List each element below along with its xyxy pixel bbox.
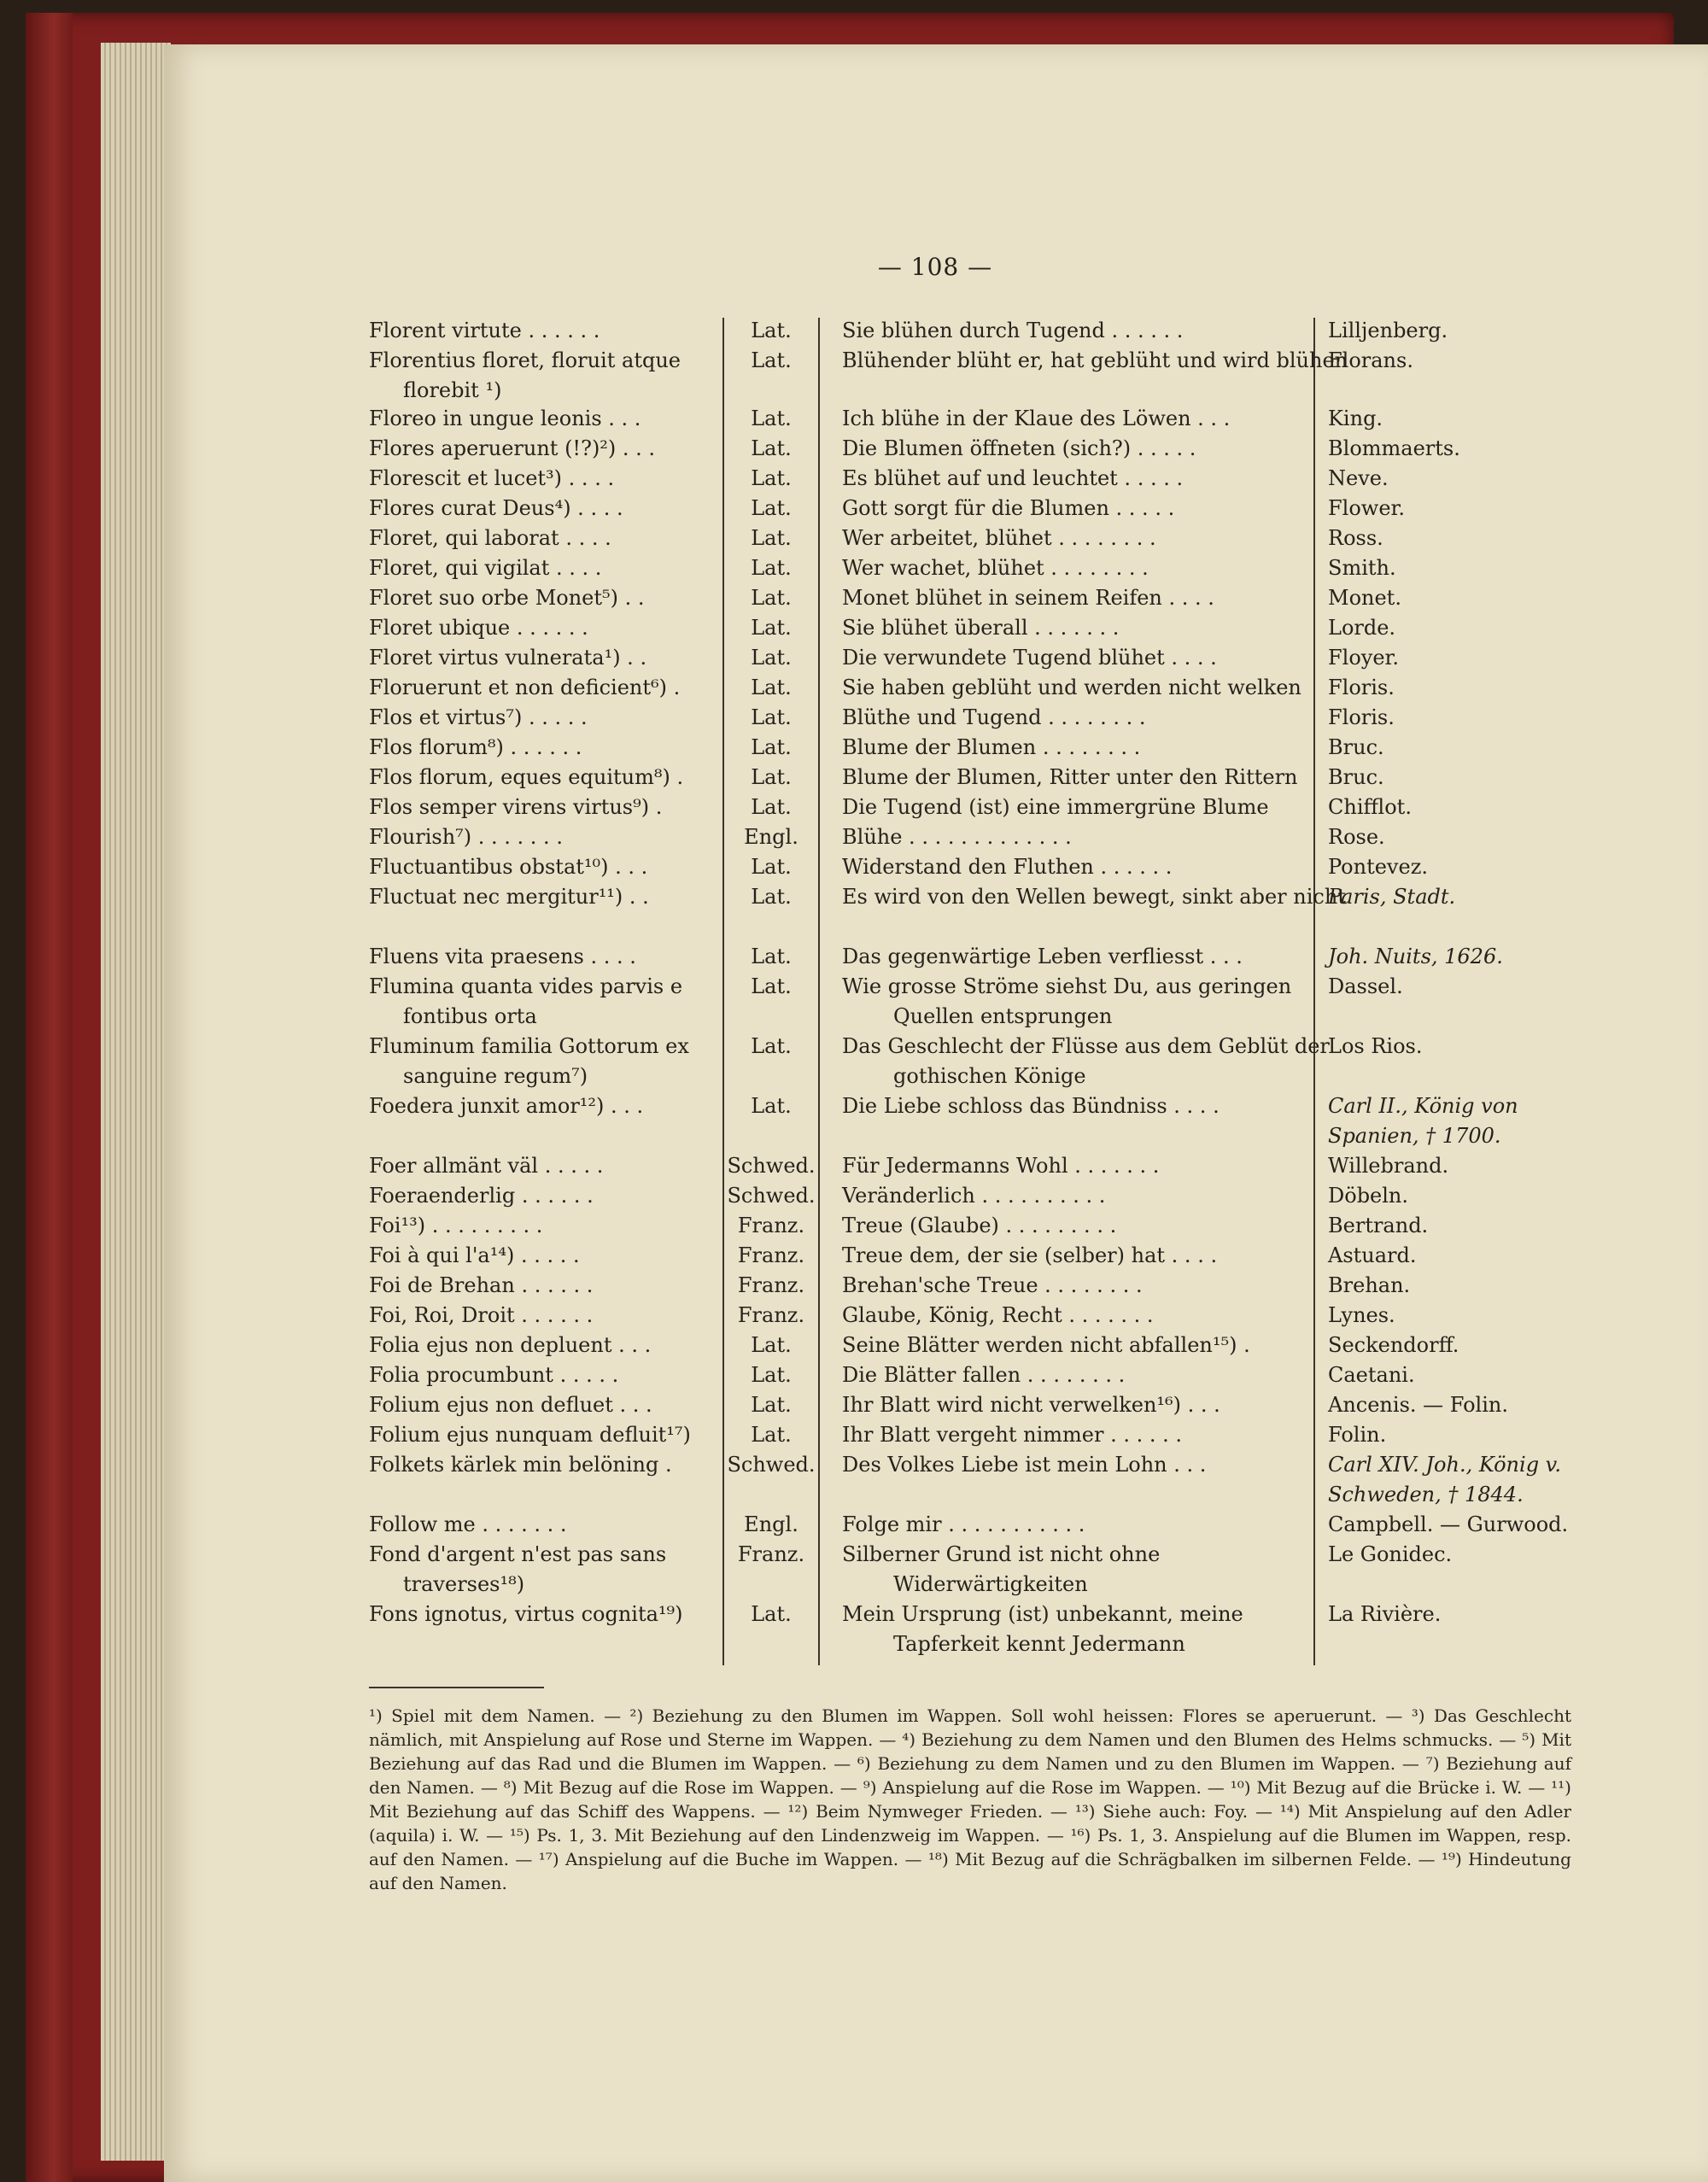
page-number: — 108 —	[877, 253, 993, 281]
table-row	[0, 1540, 1708, 1600]
owner-name: Floyer.	[1328, 646, 1400, 670]
motto-text: Floruerunt et non deficient⁶) .	[369, 676, 681, 699]
motto-text: Floret suo orbe Monet⁵) . .	[369, 586, 645, 610]
owner-name: Florans.	[1328, 348, 1413, 372]
language-label: Lat.	[751, 319, 792, 342]
owner-name: Neve.	[1328, 466, 1389, 490]
translation-text: Wie grosse Ströme siehst Du, aus geringen Quellen entsprungen	[842, 974, 1292, 1028]
motto-text: Foer allmänt väl . . . . .	[369, 1154, 604, 1178]
owner-name: Ancenis. — Folin.	[1328, 1393, 1508, 1417]
language-label: Lat.	[751, 676, 792, 699]
language-label: Lat.	[751, 1094, 792, 1118]
language-label: Lat.	[751, 1423, 792, 1447]
motto-text: Folium ejus nunquam defluit¹⁷)	[369, 1423, 691, 1447]
owner-name: Pontevez.	[1328, 855, 1428, 879]
owner-name: Floris.	[1328, 676, 1395, 699]
owner-name: Seckendorff.	[1328, 1333, 1459, 1357]
language-label: Lat.	[751, 616, 792, 640]
language-label: Lat.	[751, 1034, 792, 1058]
translation-text: Blume der Blumen, Ritter unter den Rittern	[842, 765, 1298, 789]
language-label: Lat.	[751, 1393, 792, 1417]
motto-text: Fluctuantibus obstat¹⁰) . . .	[369, 855, 648, 879]
language-label: Lat.	[751, 496, 792, 520]
owner-name: Chifflot.	[1328, 795, 1412, 819]
owner-name: Joh. Nuits, 1626.	[1328, 945, 1503, 968]
table-row	[0, 882, 1708, 942]
translation-text: Sie haben geblüht und werden nicht welken	[842, 676, 1301, 699]
translation-text: Sie blühen durch Tugend . . . . . .	[842, 319, 1184, 342]
language-label: Schwed.	[727, 1154, 816, 1178]
translation-text: Die Liebe schloss das Bündniss . . . .	[842, 1094, 1220, 1118]
motto-text: Folium ejus non defluet . . .	[369, 1393, 652, 1417]
translation-text: Glaube, König, Recht . . . . . . .	[842, 1303, 1154, 1327]
translation-text: Ihr Blatt wird nicht verwelken¹⁶) . . .	[842, 1393, 1220, 1417]
motto-text: Foi¹³) . . . . . . . . .	[369, 1214, 543, 1237]
motto-text: Flores curat Deus⁴) . . . .	[369, 496, 623, 520]
footnotes: ¹) Spiel mit dem Namen. — ²) Beziehung zu den Blumen im Wappen. Soll wohl heissen: Flores se aperuerunt. — ³) Das Geschlecht nämlich, mit Anspielung auf Rose und Sterne im Wappen. — ⁴) Beziehung zu dem Namen und den Blumen des Helms schmucks. — ⁵) Mit Beziehung auf das Rad und die Blumen im Wappen. — ⁶) Beziehung zu dem Namen und zu den Blumen im Wappen. — ⁷) Beziehung auf den Namen. — ⁸) Mit Bezug auf die Rose im Wappen. — ⁹) Anspielung auf die Rose im Wappen. — ¹⁰) Mit Bezug auf die Brücke i. W. — ¹¹) Mit Beziehung auf das Schiff des Wappens. — ¹²) Beim Nymweger Frieden. — ¹³) Siehe auch: Foy. — ¹⁴) Mit Anspielung auf den Adler (aquila) i. W. — ¹⁵) Ps. 1, 3. Mit Beziehung auf den Lindenzweig im Wappen. — ¹⁶) Ps. 1, 3. Anspielung auf die Blumen im Wappen, resp. auf den Namen. — ¹⁷) Anspielung auf die Buche im Wappen. — ¹⁸) Mit Bezug auf die Schrägbalken im silbernen Felde. — ¹⁹) Hindeutung auf den Namen.	[369, 1705, 1571, 1893]
owner-name: Le Gonidec.	[1328, 1542, 1453, 1566]
table-row	[0, 972, 1708, 1032]
language-label: Lat.	[751, 348, 792, 372]
motto-text: Floreo in ungue leonis . . .	[369, 407, 641, 430]
owner-name: Folin.	[1328, 1423, 1387, 1447]
owner-name: Los Rios.	[1328, 1034, 1423, 1058]
translation-text: Das Geschlecht der Flüsse aus dem Geblüt der gothischen Könige	[842, 1034, 1330, 1088]
language-label: Lat.	[751, 1363, 792, 1387]
translation-text: Ihr Blatt vergeht nimmer . . . . . .	[842, 1423, 1182, 1447]
language-label: Lat.	[751, 974, 792, 998]
motto-text: Flumina quanta vides parvis e fontibus orta	[369, 974, 683, 1028]
motto-text: Follow me . . . . . . .	[369, 1512, 567, 1536]
language-label: Lat.	[751, 735, 792, 759]
motto-text: Foeraenderlig . . . . . .	[369, 1184, 594, 1208]
translation-text: Widerstand den Fluthen . . . . . .	[842, 855, 1173, 879]
owner-name: Floris.	[1328, 705, 1395, 729]
table-row	[0, 346, 1708, 406]
motto-text: Fluminum familia Gottorum ex sanguine regum⁷)	[369, 1034, 689, 1088]
motto-text: Floret, qui vigilat . . . .	[369, 556, 602, 580]
owner-name: Dassel.	[1328, 974, 1403, 998]
translation-text: Veränderlich . . . . . . . . . .	[842, 1184, 1106, 1208]
language-label: Lat.	[751, 705, 792, 729]
translation-text: Brehan'sche Treue . . . . . . . .	[842, 1273, 1143, 1297]
owner-name: Carl II., König von Spanien, † 1700.	[1328, 1094, 1518, 1148]
translation-text: Monet blühet in seinem Reifen . . . .	[842, 586, 1214, 610]
owner-name: Caetani.	[1328, 1363, 1415, 1387]
translation-text: Das gegenwärtige Leben verfliesst . . .	[842, 945, 1243, 968]
language-label: Franz.	[737, 1303, 805, 1327]
translation-text: Wer arbeitet, blühet . . . . . . . .	[842, 526, 1156, 550]
motto-text: Flourish⁷) . . . . . . .	[369, 825, 563, 849]
language-label: Schwed.	[727, 1184, 816, 1208]
motto-text: Floret ubique . . . . . .	[369, 616, 588, 640]
translation-text: Blüthe und Tugend . . . . . . . .	[842, 705, 1146, 729]
motto-text: Folia procumbunt . . . . .	[369, 1363, 619, 1387]
owner-name: Blommaerts.	[1328, 436, 1460, 460]
owner-name: Bertrand.	[1328, 1214, 1429, 1237]
translation-text: Wer wachet, blühet . . . . . . . .	[842, 556, 1149, 580]
translation-text: Seine Blätter werden nicht abfallen¹⁵) .	[842, 1333, 1250, 1357]
language-label: Lat.	[751, 526, 792, 550]
language-label: Lat.	[751, 945, 792, 968]
owner-name: King.	[1328, 407, 1383, 430]
owner-name: Bruc.	[1328, 765, 1384, 789]
language-label: Franz.	[737, 1542, 805, 1566]
translation-text: Folge mir . . . . . . . . . . .	[842, 1512, 1085, 1536]
translation-text: Die Tugend (ist) eine immergrüne Blume	[842, 795, 1269, 819]
language-label: Lat.	[751, 1602, 792, 1626]
motto-text: Folia ejus non depluent . . .	[369, 1333, 652, 1357]
motto-text: Florentius floret, floruit atque florebit ¹)	[369, 348, 681, 402]
motto-text: Folkets kärlek min belöning .	[369, 1453, 672, 1477]
translation-text: Gott sorgt für die Blumen . . . . .	[842, 496, 1175, 520]
motto-text: Foi de Brehan . . . . . .	[369, 1273, 594, 1297]
motto-text: Floret virtus vulnerata¹) . .	[369, 646, 647, 670]
translation-text: Blume der Blumen . . . . . . . .	[842, 735, 1141, 759]
language-label: Lat.	[751, 855, 792, 879]
motto-text: Foi à qui l'a¹⁴) . . . . .	[369, 1243, 580, 1267]
language-label: Schwed.	[727, 1453, 816, 1477]
owner-name: Monet.	[1328, 586, 1401, 610]
table-row	[0, 1600, 1708, 1659]
motto-text: Fons ignotus, virtus cognita¹⁹)	[369, 1602, 683, 1626]
owner-name: Paris, Stadt.	[1328, 885, 1456, 909]
footnote-rule	[369, 1687, 544, 1688]
translation-text: Die Blumen öffneten (sich?) . . . . .	[842, 436, 1196, 460]
translation-text: Die Blätter fallen . . . . . . . .	[842, 1363, 1126, 1387]
owner-name: La Rivière.	[1328, 1602, 1442, 1626]
owner-name: Smith.	[1328, 556, 1396, 580]
motto-text: Flos et virtus⁷) . . . . .	[369, 705, 588, 729]
motto-text: Floret, qui laborat . . . .	[369, 526, 611, 550]
owner-name: Rose.	[1328, 825, 1385, 849]
translation-text: Es wird von den Wellen bewegt, sinkt aber nicht	[842, 885, 1346, 909]
owner-name: Bruc.	[1328, 735, 1384, 759]
owner-name: Lilljenberg.	[1328, 319, 1448, 342]
table-row	[0, 1032, 1708, 1091]
table-row	[0, 1450, 1708, 1510]
language-label: Lat.	[751, 407, 792, 430]
language-label: Franz.	[737, 1243, 805, 1267]
translation-text: Treue dem, der sie (selber) hat . . . .	[842, 1243, 1218, 1267]
motto-text: Flos florum⁸) . . . . . .	[369, 735, 582, 759]
translation-text: Blühender blüht er, hat geblüht und wird blühen	[842, 348, 1348, 372]
owner-name: Carl XIV. Joh., König v. Schweden, † 1844.	[1328, 1453, 1562, 1506]
translation-text: Mein Ursprung (ist) unbekannt, meine Tapferkeit kennt Jedermann	[842, 1602, 1243, 1656]
owner-name: Campbell. — Gurwood.	[1328, 1512, 1569, 1536]
motto-text: Flos florum, eques equitum⁸) .	[369, 765, 684, 789]
translation-text: Blühe . . . . . . . . . . . . .	[842, 825, 1072, 849]
language-label: Franz.	[737, 1273, 805, 1297]
language-label: Lat.	[751, 586, 792, 610]
translation-text: Die verwundete Tugend blühet . . . .	[842, 646, 1217, 670]
motto-text: Florescit et lucet³) . . . .	[369, 466, 615, 490]
language-label: Engl.	[744, 1512, 798, 1536]
translation-text: Ich blühe in der Klaue des Löwen . . .	[842, 407, 1231, 430]
motto-text: Fluctuat nec mergitur¹¹) . .	[369, 885, 649, 909]
language-label: Lat.	[751, 556, 792, 580]
translation-text: Für Jedermanns Wohl . . . . . . .	[842, 1154, 1160, 1178]
language-label: Lat.	[751, 466, 792, 490]
owner-name: Willebrand.	[1328, 1154, 1449, 1178]
owner-name: Flower.	[1328, 496, 1405, 520]
language-label: Franz.	[737, 1214, 805, 1237]
motto-text: Foi, Roi, Droit . . . . . .	[369, 1303, 594, 1327]
owner-name: Döbeln.	[1328, 1184, 1409, 1208]
owner-name: Astuard.	[1328, 1243, 1417, 1267]
motto-text: Flos semper virens virtus⁹) .	[369, 795, 663, 819]
motto-text: Florent virtute . . . . . .	[369, 319, 600, 342]
language-label: Lat.	[751, 765, 792, 789]
motto-text: Flores aperuerunt (!?)²) . . .	[369, 436, 656, 460]
translation-text: Silberner Grund ist nicht ohne Widerwärtigkeiten	[842, 1542, 1161, 1596]
translation-text: Treue (Glaube) . . . . . . . . .	[842, 1214, 1117, 1237]
motto-text: Fluens vita praesens . . . .	[369, 945, 636, 968]
table-row	[0, 1091, 1708, 1151]
owner-name: Lynes.	[1328, 1303, 1395, 1327]
language-label: Lat.	[751, 1333, 792, 1357]
owner-name: Lorde.	[1328, 616, 1396, 640]
translation-text: Es blühet auf und leuchtet . . . . .	[842, 466, 1184, 490]
owner-name: Brehan.	[1328, 1273, 1411, 1297]
translation-text: Sie blühet überall . . . . . . .	[842, 616, 1120, 640]
language-label: Engl.	[744, 825, 798, 849]
language-label: Lat.	[751, 885, 792, 909]
language-label: Lat.	[751, 795, 792, 819]
owner-name: Ross.	[1328, 526, 1383, 550]
language-label: Lat.	[751, 436, 792, 460]
motto-text: Foedera junxit amor¹²) . . .	[369, 1094, 644, 1118]
motto-text: Fond d'argent n'est pas sans traverses¹⁸)	[369, 1542, 667, 1596]
language-label: Lat.	[751, 646, 792, 670]
translation-text: Des Volkes Liebe ist mein Lohn . . .	[842, 1453, 1207, 1477]
